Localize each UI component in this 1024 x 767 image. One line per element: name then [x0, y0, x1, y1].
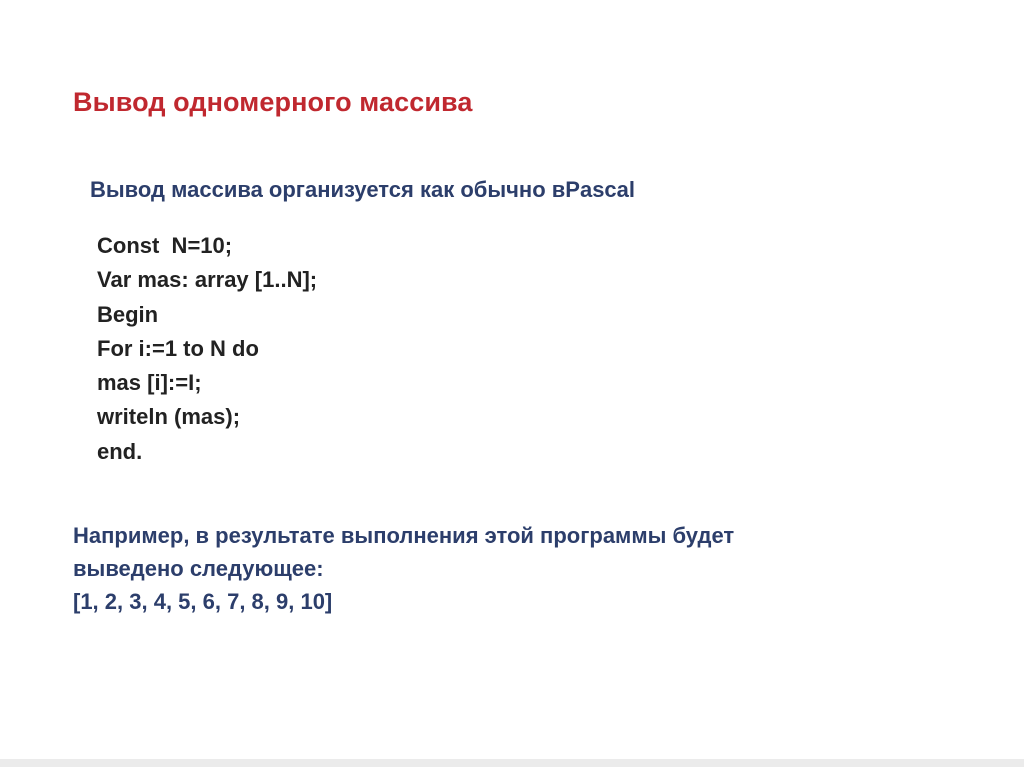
code-line: Var mas: array [1..N]; [97, 267, 318, 293]
code-block [97, 229, 317, 469]
code-line: Begin [97, 301, 159, 327]
slide-title: Вывод одномерного массива [73, 87, 473, 117]
code-line: end. [97, 438, 143, 464]
bottom-bar [0, 759, 1024, 767]
result-line: выведено следующее: [73, 556, 324, 581]
result-text [73, 519, 734, 618]
result-output: [1, 2, 3, 4, 5, 6, 7, 8, 9, 10] [73, 589, 333, 614]
code-line: mas [i]:=I; [97, 370, 202, 396]
intro-text: Вывод массива организуется как обычно вPascal [90, 177, 636, 202]
result-line: Например, в результате выполнения этой программы будет [73, 523, 735, 548]
code-line: Const N=10; [97, 233, 233, 258]
code-line: For i:=1 to N do [97, 335, 259, 361]
code-line: writeln (mas); [97, 404, 241, 430]
